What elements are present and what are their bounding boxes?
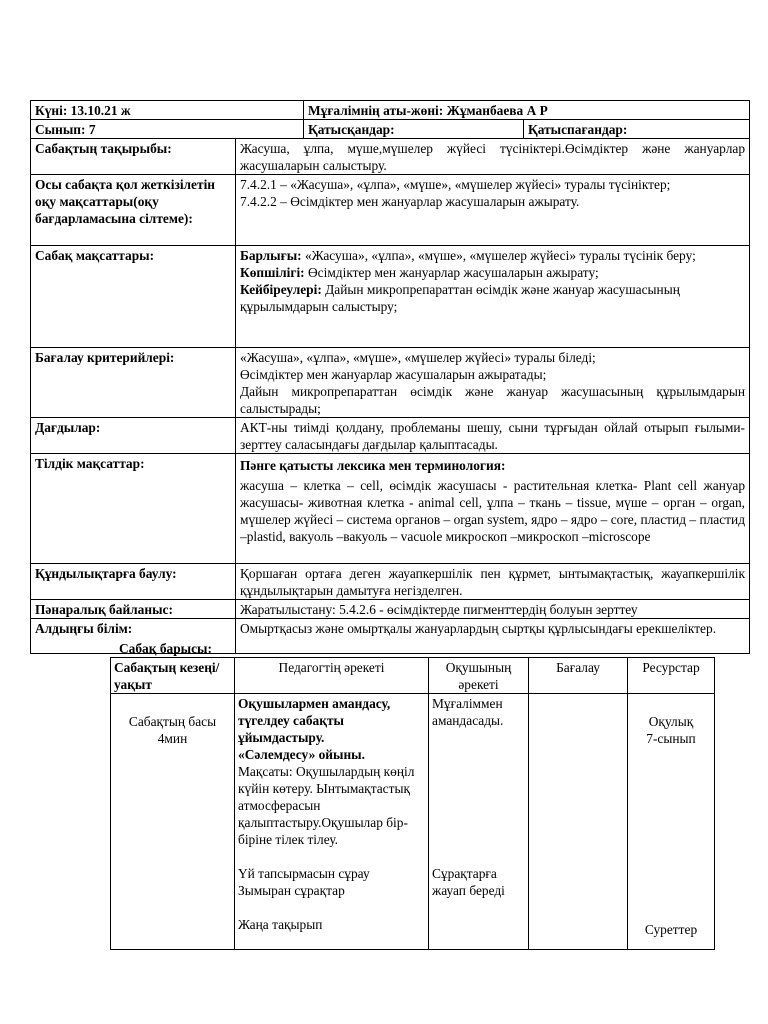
objective-line: 7.4.2.2 – Өсімдіктер мен жануарлар жасушаларын ажырату. xyxy=(240,194,580,209)
lesson-progress-table xyxy=(110,657,715,950)
values-value: Қоршаған ортаға деген жауапкершілік пен құрмет, ынтымақтастық, жауапкершілік құндылықтарын дамытуға негізделген. xyxy=(236,564,750,600)
crosslinks-value: Жаратылыстану: 5.4.2.6 - өсімдіктерде пигменттердің болуын зерттеу xyxy=(236,600,750,619)
lesson-plan-table xyxy=(30,100,750,654)
col-assessment-header: Бағалау xyxy=(529,658,628,694)
goal-most: Көпшілігі: Өсімдіктер мен жануарлар жасушаларын ажырату; xyxy=(240,265,599,280)
topic-value: Жасуша, ұлпа, мүше,мүшелер жүйесі түсініктері.Өсімдіктер және жануарлар жасушаларын салыстыру. xyxy=(236,139,750,175)
values-label: Құндылықтарға баулу: xyxy=(31,564,236,600)
present-cell: Қатысқандар: xyxy=(304,120,524,139)
topic-label: Сабақтың тақырыбы: xyxy=(31,139,236,175)
col-resources-header: Ресурстар xyxy=(628,658,715,694)
stage-cell: Сабақтың басы 4мин xyxy=(111,694,235,950)
language-label: Тілдік мақсаттар: xyxy=(31,454,236,564)
student-activity-cell: Мұғаліммен амандасады. Сұрақтарға жауап береді xyxy=(429,694,529,950)
goal-some: Кейбіреулері: Дайын микропрепараттан өсімдік және жануар жасушасының құрылымдарын салыстыру; xyxy=(240,282,680,314)
criterion: Дайын микропрепараттан өсімдік және жануар жасушасының құрылымдарын салыстырады; xyxy=(240,384,746,416)
col-teacher-header: Педагогтің әрекеті xyxy=(235,658,429,694)
terminology-heading: Пәнге қатысты лексика мен терминология: xyxy=(240,458,506,473)
terminology-text: жасуша – клетка – cell, өсімдік жасушасы - растительная клетка- Plant cell жануар жасушасы- животная клетка - animal cell, ұлпа – ткань – tissue, мүше – орган – organ, мүшелер жүйесі – система органов – organ system, ядро – ядро – core, пластид – пластид –plastid, вакуоль –вакуоль – vacuole микроскоп –микроскоп –microscope xyxy=(240,478,746,544)
lesson-progress-caption: Сабақ барысы: xyxy=(119,641,212,656)
criterion: «Жасуша», «ұлпа», «мүше», «мүшелер жүйесі» туралы біледі; xyxy=(240,350,596,365)
prior-value: Омыртқасыз және омыртқалы жануарлардың сыртқы құрлысындағы ерекшеліктер. xyxy=(236,619,750,654)
col-stage-header: Сабақтың кезеңі/уақыт xyxy=(111,658,235,694)
criteria-label: Бағалау критерийлері: xyxy=(31,348,236,418)
objective-line: 7.4.2.1 – «Жасуша», «ұлпа», «мүше», «мүшелер жүйесі» туралы түсініктер; xyxy=(240,177,671,192)
teacher-name-cell: Мұғалімнің аты-жөні: Жұманбаева А Р xyxy=(304,101,750,120)
skills-value: АКТ-ны тиімді қолдану, проблеманы шешу, сыни тұрғыдан ойлай отырып ғылыми-зерттеу саласындағы дағдылар қалыптасады. xyxy=(236,418,750,454)
language-value xyxy=(236,454,750,564)
crosslinks-label: Пәнаралық байланыс: xyxy=(31,600,236,619)
teacher-activity-cell: Оқушылармен амандасу, түгелдеу сабақты ұйымдастыру. «Сәлемдесу» ойыны. Мақсаты: Оқушылардың көңіл күйін көтеру. Ынтымақтастық атмосферасын қалыптастыру.Оқушылар бір-біріне тілек тілеу. Үй тапсырмасын сұрау Зымыран сұрақтар Жаңа тақырып xyxy=(235,694,429,950)
col-student-header: Оқушының әрекеті xyxy=(429,658,529,694)
assessment-cell xyxy=(529,694,628,950)
criterion: Өсімдіктер мен жануарлар жасушаларын ажыратады; xyxy=(240,367,547,382)
goals-value xyxy=(236,246,750,348)
absent-cell: Қатыспағандар: xyxy=(524,120,750,139)
date-cell: Күні: 13.10.21 ж xyxy=(31,101,304,120)
goal-all: Барлығы: «Жасуша», «ұлпа», «мүше», «мүшелер жүйесі» туралы түсінік беру; xyxy=(240,248,696,263)
objectives-label: Осы сабақта қол жеткізілетін оқу мақсаттары(оқу бағдарламасына сілтеме): xyxy=(31,175,236,246)
class-cell: Сынып: 7 xyxy=(31,120,304,139)
resources-cell: Оқулық 7-сынып Суреттер xyxy=(628,694,715,950)
prior-label: Алдыңғы білім: xyxy=(31,619,236,654)
objectives-value xyxy=(236,175,750,246)
criteria-value xyxy=(236,348,750,418)
goals-label: Сабақ мақсаттары: xyxy=(31,246,236,348)
skills-label: Дағдылар: xyxy=(31,418,236,454)
